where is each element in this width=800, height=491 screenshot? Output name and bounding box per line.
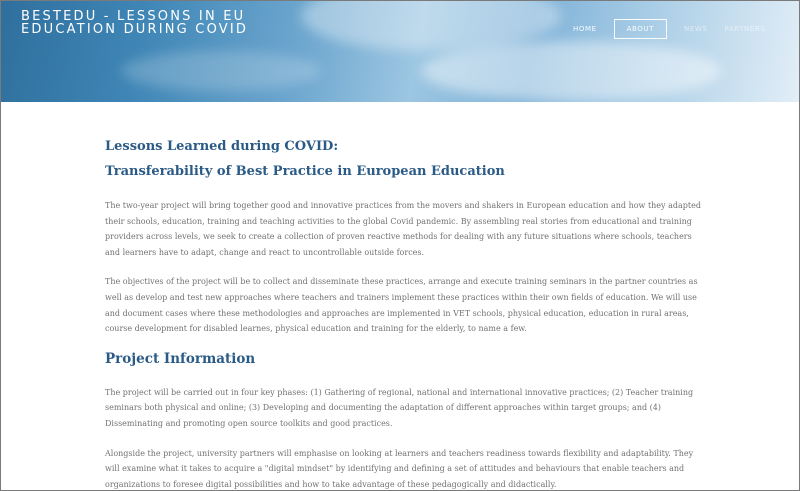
- section-title-project-information: Project Information: [105, 350, 256, 367]
- page-heading-line2: Transferability of Best Practice in European Education: [105, 164, 505, 179]
- hero-cloud-decoration: [421, 41, 721, 101]
- hero-header: [1, 1, 799, 102]
- hero-cloud-decoration: [121, 51, 321, 91]
- intro-paragraph-2: The objectives of the project will be to collect and disseminate these practices, arrange and execute training seminars in the partner countries as well as develop and test new approaches where teachers and trainers implement these practices within their own fields of education. We will use and document cases where these methodologies and approaches are implemented in VET schools, physical education, education in rural areas, course development for disabled learnes, physical education and training for the elderly, to name a few.: [105, 277, 698, 334]
- info-paragraph-1: The project will be carried out in four key phases: (1) Gathering of regional, national and international innovative practices; (2) Teacher training seminars both physical and online; (3) Developing and documenting the adaptation of different approaches within target groups; and (4) Disseminating and promoting open source toolkits and good practices.: [105, 387, 694, 428]
- site-title[interactable]: BESTEDU - LESSONS IN EU EDUCATION DURING COVID: [21, 9, 249, 37]
- main-nav: [573, 19, 782, 39]
- nav-partners[interactable]: PARTNERS: [724, 25, 766, 33]
- page-heading-line1: Lessons Learned during COVID:: [105, 139, 339, 154]
- info-paragraph-2: Alongside the project, university partners will emphasise on looking at learners and teachers readiness towards flexibility and adaptability. They will examine what it takes to acquire a "digital mindset" by identifying and defining a set of attitudes and behaviours that enable teachers and organizations to foresee digital possibilities and how to take advantage of these pedagogically and didactically.: [105, 448, 694, 489]
- intro-paragraph-1: The two-year project will bring together good and innovative practices from the movers and shakers in European education and how they adapted their schools, education, training and teaching activities to the global Covid pandemic. By assembling real stories from educational and training providers across levels, we seek to create a collection of proven reactive methods for dealing with any future situations where schools, teachers and learners have to adapt, change and react to uncontrollable outside forces.: [105, 201, 701, 257]
- nav-news[interactable]: NEWS: [684, 25, 708, 33]
- main-content: [105, 134, 705, 491]
- nav-home[interactable]: HOME: [573, 25, 597, 33]
- nav-about[interactable]: ABOUT: [614, 19, 667, 39]
